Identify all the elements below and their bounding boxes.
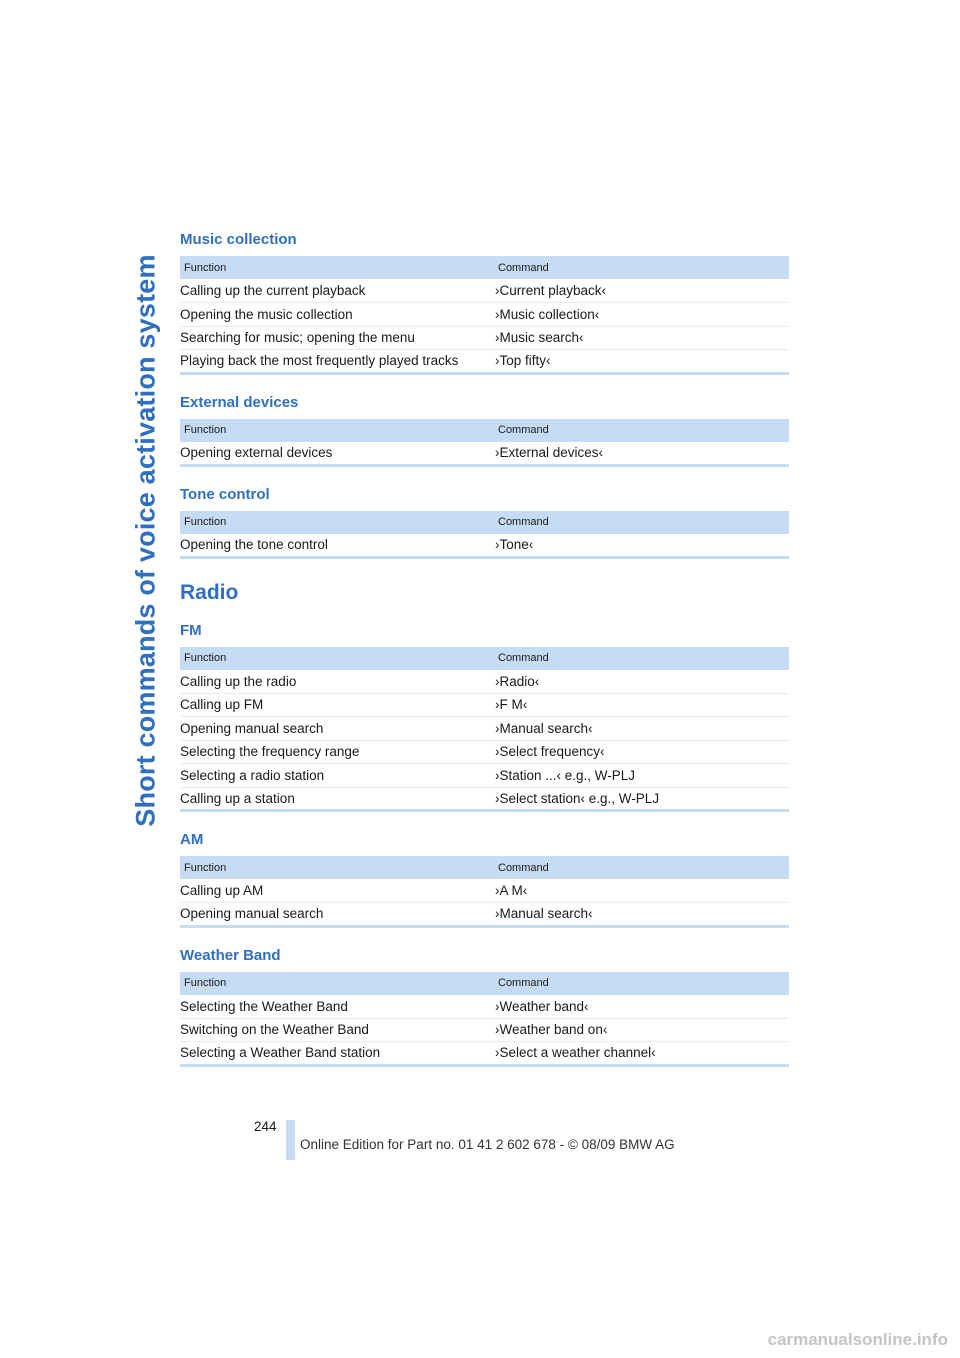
table-header-row bbox=[180, 511, 789, 534]
page-content bbox=[180, 224, 789, 1079]
function-cell: Selecting a Weather Band station bbox=[180, 1042, 494, 1066]
table-row bbox=[180, 303, 789, 327]
weather-band-table bbox=[180, 972, 789, 1067]
table-row bbox=[180, 279, 789, 303]
table-row bbox=[180, 693, 789, 717]
table-row bbox=[180, 995, 789, 1019]
music-collection-table bbox=[180, 256, 789, 375]
command-cell: ›Select frequency‹ bbox=[494, 740, 789, 764]
function-cell: Selecting the frequency range bbox=[180, 740, 494, 764]
function-cell: Opening the tone control bbox=[180, 534, 494, 558]
command-cell: ›Station ...‹ e.g., W-PLJ bbox=[494, 764, 789, 788]
function-cell: Calling up a station bbox=[180, 787, 494, 811]
function-cell: Opening manual search bbox=[180, 903, 494, 927]
table-header-row bbox=[180, 972, 789, 995]
table-row bbox=[180, 903, 789, 927]
external-devices-table bbox=[180, 419, 789, 467]
section-heading-external-devices: External devices bbox=[180, 393, 299, 411]
table-row bbox=[180, 764, 789, 788]
function-cell: Calling up the current playback bbox=[180, 279, 494, 303]
function-cell: Calling up the radio bbox=[180, 670, 494, 694]
column-header-command: Command bbox=[494, 856, 789, 879]
command-cell: ›Manual search‹ bbox=[494, 717, 789, 741]
column-header-function: Function bbox=[180, 256, 494, 279]
column-header-function: Function bbox=[180, 972, 494, 995]
table-row bbox=[180, 740, 789, 764]
command-cell: ›Top fifty‹ bbox=[494, 350, 789, 374]
function-cell: Opening the music collection bbox=[180, 303, 494, 327]
table-header-row bbox=[180, 856, 789, 879]
column-header-function: Function bbox=[180, 511, 494, 534]
table-header-row bbox=[180, 647, 789, 670]
command-cell: ›External devices‹ bbox=[494, 442, 789, 466]
table-row bbox=[180, 1018, 789, 1042]
command-cell: ›F M‹ bbox=[494, 693, 789, 717]
table-row bbox=[180, 717, 789, 741]
chapter-side-title-text: Short commands of voice activation system bbox=[130, 253, 161, 827]
function-cell: Switching on the Weather Band bbox=[180, 1018, 494, 1042]
table-row bbox=[180, 1042, 789, 1066]
table-row bbox=[180, 534, 789, 558]
table-header-row bbox=[180, 419, 789, 442]
site-watermark: carmanualsonline.info bbox=[767, 1330, 948, 1349]
function-cell: Calling up FM bbox=[180, 693, 494, 717]
table-row bbox=[180, 326, 789, 350]
section-heading-tone-control: Tone control bbox=[180, 485, 270, 503]
column-header-command: Command bbox=[494, 419, 789, 442]
column-header-function: Function bbox=[180, 647, 494, 670]
footer-accent-bar bbox=[286, 1120, 295, 1160]
page-number: 244 bbox=[254, 1119, 277, 1134]
tone-control-table bbox=[180, 511, 789, 559]
function-cell: Searching for music; opening the menu bbox=[180, 326, 494, 350]
function-cell: Opening manual search bbox=[180, 717, 494, 741]
table-header-row bbox=[180, 256, 789, 279]
fm-table bbox=[180, 647, 789, 813]
table-row bbox=[180, 787, 789, 811]
column-header-command: Command bbox=[494, 972, 789, 995]
command-cell: ›Current playback‹ bbox=[494, 279, 789, 303]
section-heading-weather-band: Weather Band bbox=[180, 946, 281, 964]
column-header-command: Command bbox=[494, 511, 789, 534]
function-cell: Selecting the Weather Band bbox=[180, 995, 494, 1019]
section-heading-am: AM bbox=[180, 831, 204, 848]
function-cell: Selecting a radio station bbox=[180, 764, 494, 788]
chapter-heading-radio: Radio bbox=[180, 580, 239, 604]
column-header-function: Function bbox=[180, 419, 494, 442]
function-cell: Opening external devices bbox=[180, 442, 494, 466]
column-header-function: Function bbox=[180, 856, 494, 879]
chapter-side-title bbox=[130, 228, 162, 852]
command-cell: ›Select a weather channel‹ bbox=[494, 1042, 789, 1066]
function-cell: Calling up AM bbox=[180, 879, 494, 903]
function-cell: Playing back the most frequently played tracks bbox=[180, 350, 494, 374]
command-cell: ›Manual search‹ bbox=[494, 903, 789, 927]
edition-notice: Online Edition for Part no. 01 41 2 602 678 - © 08/09 BMW AG bbox=[300, 1137, 675, 1152]
command-cell: ›Select station‹ e.g., W-PLJ bbox=[494, 787, 789, 811]
command-cell: ›Music collection‹ bbox=[494, 303, 789, 327]
section-heading-music-collection: Music collection bbox=[180, 231, 297, 248]
command-cell: ›Weather band‹ bbox=[494, 995, 789, 1019]
table-row bbox=[180, 350, 789, 374]
command-cell: ›Radio‹ bbox=[494, 670, 789, 694]
column-header-command: Command bbox=[494, 256, 789, 279]
table-row bbox=[180, 670, 789, 694]
section-heading-fm: FM bbox=[180, 621, 202, 639]
column-header-command: Command bbox=[494, 647, 789, 670]
am-table bbox=[180, 856, 789, 928]
table-row bbox=[180, 442, 789, 466]
command-cell: ›A M‹ bbox=[494, 879, 789, 903]
command-cell: ›Weather band on‹ bbox=[494, 1018, 789, 1042]
command-cell: ›Music search‹ bbox=[494, 326, 789, 350]
table-row bbox=[180, 879, 789, 903]
command-cell: ›Tone‹ bbox=[494, 534, 789, 558]
